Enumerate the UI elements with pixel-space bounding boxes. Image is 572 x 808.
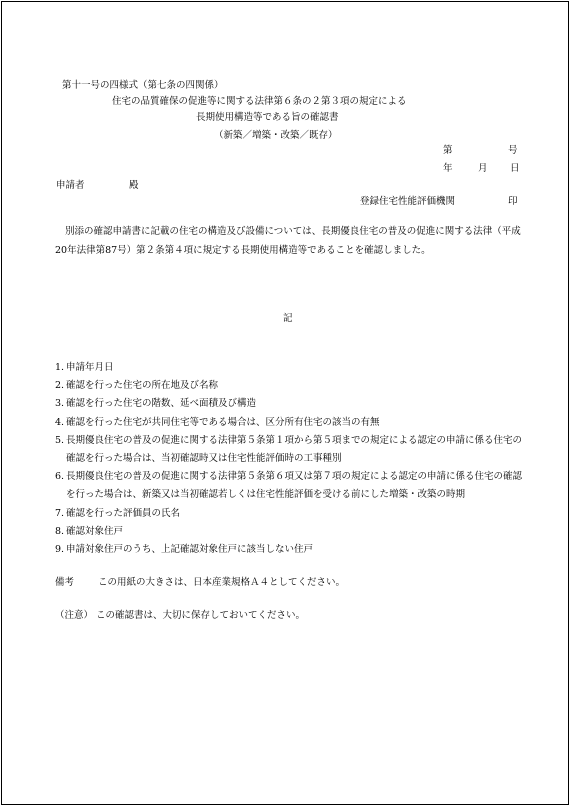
list-item (55, 377, 525, 395)
date-day: 日 (510, 163, 520, 174)
remarks-text: この用紙の大きさは、日本産業規格Ａ４としてください。 (98, 577, 346, 588)
item-text: 申請対象住戸のうち、上記確認対象住戸に該当しない住戸 (66, 544, 314, 556)
item-text: 確認を行った住宅の階数、延べ面積及び構造 (66, 398, 257, 410)
item-text: 確認対象住戸 (66, 525, 124, 537)
applicant-honorific: 殿 (129, 180, 139, 191)
item-text: 確認を行った住宅の所在地及び名称 (66, 380, 219, 392)
note-label: （注意） (55, 610, 94, 621)
list-item (55, 432, 525, 468)
ki-heading: 記 (283, 313, 293, 324)
remarks-label: 備考 (55, 577, 75, 588)
number-label: 第 (443, 145, 453, 156)
item-text: 確認を行った評価員の氏名 (66, 507, 181, 519)
item-list (55, 359, 525, 559)
item-number: 2. (55, 380, 65, 392)
date-year: 年 (443, 163, 453, 174)
list-item (55, 468, 525, 504)
note-text: この確認書は、大切に保存しておいてください。 (96, 610, 306, 621)
form-number: 第十一号の四様式（第七条の四関係） (62, 80, 224, 91)
item-number: 9. (55, 544, 65, 556)
issuer-org: 登録住宅性能評価機関 (360, 196, 456, 207)
item-number: 7. (55, 507, 65, 519)
body-text: 別添の確認申請書に記載の住宅の構造及び設備については、長期優良住宅の普及の促進に関する法律（平成20年法律第87号）第２条第４項に規定する長期使用構造等であることを確認しました。 (55, 226, 521, 256)
list-item (55, 395, 525, 413)
date-month: 月 (478, 163, 488, 174)
list-item (55, 541, 525, 559)
item-text: 確認を行った住宅が共同住宅等である場合は、区分所有住宅の該当の有無 (66, 416, 380, 428)
item-number: 5. (55, 434, 65, 446)
list-item (55, 359, 525, 377)
item-number: 6. (55, 471, 65, 483)
title-line-3: （新築／増築・改築／既存） (214, 130, 338, 141)
list-item (55, 505, 525, 523)
item-number: 1. (55, 362, 65, 373)
list-item (55, 414, 525, 432)
item-text: 長期優良住宅の普及の促進に関する法律第５条第６項又は第７項の規定による認定の申請に係る住宅の確認を行った場合は、新築又は当初確認若しくは住宅性能評価を受ける前にした増築・改築の時期 (66, 471, 523, 501)
issuer-seal: 印 (508, 196, 518, 207)
item-number: 8. (55, 525, 65, 537)
title-line-1: 住宅の品質確保の促進等に関する法律第６条の２第３項の規定による (112, 96, 407, 107)
title-line-2: 長期使用構造等である旨の確認書 (196, 112, 339, 123)
item-text: 長期優良住宅の普及の促進に関する法律第５条第１項から第５項までの規定による認定の申請に係る住宅の確認を行った場合は、当初確認時又は住宅性能評価時の工事種別 (66, 434, 523, 465)
item-number: 3. (55, 398, 65, 410)
number-suffix: 号 (508, 145, 518, 156)
list-item (55, 523, 525, 541)
item-number: 4. (55, 416, 65, 428)
applicant-label: 申請者 (56, 180, 85, 191)
item-text: 申請年月日 (66, 362, 114, 373)
